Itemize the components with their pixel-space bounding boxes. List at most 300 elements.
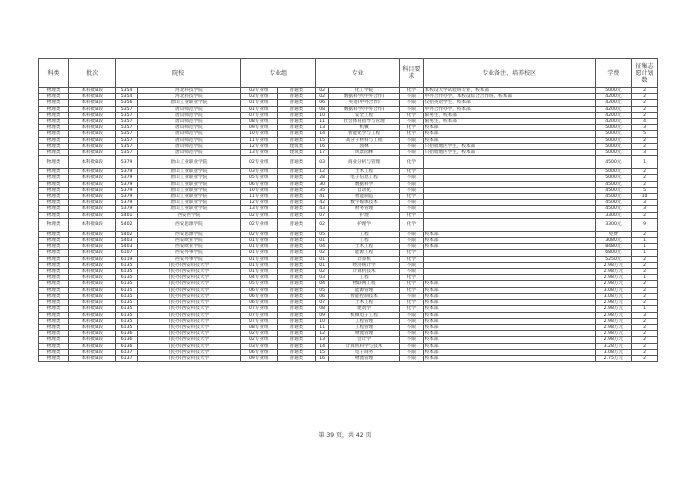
cell-group: 13专业组: [241, 150, 278, 156]
cell-subject: 物理类: [39, 318, 69, 324]
cell-college-name: 唐山师范学院: [137, 150, 240, 156]
cell-group-type: 普通类: [277, 349, 316, 355]
cell-college-name: 西安思源学院: [137, 231, 240, 237]
cell-college-name: 河北科技学院: [137, 94, 240, 100]
cell-major-code: 06: [316, 293, 329, 299]
cell-college-code: 5379: [116, 181, 137, 187]
cell-group: 02专业组: [241, 218, 278, 231]
cell-plan-count: 5: [632, 131, 658, 137]
cell-group: 06专业组: [241, 181, 278, 187]
cell-college-code: 5401: [116, 212, 137, 218]
cell-group-type: 普通类: [277, 119, 316, 125]
cell-major-name: 能源工程: [329, 250, 400, 256]
cell-group-type: 普通类: [277, 312, 316, 318]
cell-college-name: (民办)西安科技大学: [137, 306, 240, 312]
cell-subject: 物理类: [39, 181, 69, 187]
cell-group: 02专业组: [241, 231, 278, 237]
cell-subject: 物理类: [39, 218, 69, 231]
header-subject-requirement: 科目要求: [400, 59, 424, 88]
cell-group-type: 普通类: [277, 187, 316, 193]
cell-major-code: 12: [316, 169, 329, 175]
cell-plan-count: 1: [632, 238, 658, 244]
cell-tuition: 2.98万元: [595, 300, 632, 306]
cell-notes: 校本部: [423, 349, 595, 355]
cell-major-code: 35: [316, 187, 329, 193]
cell-notes: 校本部: [423, 125, 595, 131]
cell-requirement: 不限: [400, 262, 424, 268]
cell-batch: 本科批B段: [69, 106, 116, 112]
cell-batch: 本科批B段: [69, 238, 116, 244]
cell-plan-count: 2: [632, 293, 658, 299]
cell-batch: 本科批B段: [69, 250, 116, 256]
cell-major-name: 社会体育指导与管理: [329, 119, 400, 125]
cell-college-name: 唐山师范学院: [137, 125, 240, 131]
cell-plan-count: 2: [632, 324, 658, 330]
cell-batch: 本科批B段: [69, 169, 116, 175]
cell-major-code: 10: [316, 318, 329, 324]
cell-college-code: 5357: [116, 125, 137, 131]
cell-major-name: 风景园林: [329, 150, 400, 156]
cell-requirement: 不限: [400, 238, 424, 244]
cell-group: 07专业组: [241, 318, 278, 324]
cell-plan-count: 2: [632, 181, 658, 187]
cell-major-code: 17: [316, 150, 329, 156]
cell-tuition: 5000元: [595, 131, 632, 137]
cell-major-code: 02: [316, 218, 329, 231]
cell-group-type: 普通类: [277, 156, 316, 169]
cell-batch: 本科批B段: [69, 150, 116, 156]
cell-tuition: 3.08万元: [595, 293, 632, 299]
cell-major-name: 计算机: [329, 256, 400, 262]
cell-group: 04专业组: [241, 275, 278, 281]
cell-batch: 本科批B段: [69, 312, 116, 318]
cell-major-code: 12: [316, 331, 329, 337]
cell-tuition: 2.98万元: [595, 324, 632, 330]
cell-tuition: 5000元: [595, 169, 632, 175]
cell-group: 01专业组: [241, 238, 278, 244]
cell-tuition: 5000元: [595, 175, 632, 181]
cell-notes: 中外合作办学，本校设综合合作班，校本部: [423, 94, 595, 100]
cell-major-code: 01: [316, 238, 329, 244]
header-batch: 批次: [69, 59, 116, 88]
header-tuition: 学费: [595, 59, 632, 88]
cell-major-code: 11: [316, 119, 329, 125]
cell-group: 03专业组: [241, 94, 278, 100]
cell-group: 02专业组: [241, 212, 278, 218]
cell-group-type: 普通类: [277, 112, 316, 118]
cell-major-name: 高分子材料与工程: [329, 137, 400, 143]
cell-notes: 校本部: [423, 287, 595, 293]
cell-plan-count: 1: [632, 306, 658, 312]
cell-requirement: 不限: [400, 150, 424, 156]
cell-college-name: 唐山师范学院: [137, 143, 240, 149]
cell-subject: 物理类: [39, 131, 69, 137]
cell-group: 07专业组: [241, 306, 278, 312]
cell-subject: 物理类: [39, 88, 69, 94]
cell-group-type: 普通类: [277, 125, 316, 131]
cell-batch: 本科批B段: [69, 306, 116, 312]
cell-major-code: 43: [316, 206, 329, 212]
cell-group-type: 普通类: [277, 275, 316, 281]
header-college: 院校: [116, 59, 241, 88]
cell-group: 03专业组: [241, 169, 278, 175]
cell-plan-count: 2: [632, 112, 658, 118]
cell-group-type: 普通类: [277, 94, 316, 100]
cell-major-code: 06: [316, 100, 329, 106]
cell-major-code: 02: [316, 88, 329, 94]
cell-major-name: 电子信息工程: [329, 175, 400, 181]
cell-requirement: 不限: [400, 100, 424, 106]
cell-group-type: 普通类: [277, 169, 316, 175]
cell-subject: 物理类: [39, 212, 69, 218]
cell-subject: 物理类: [39, 306, 69, 312]
cell-notes: 中外合作办学，校本部: [423, 106, 595, 112]
cell-notes: 校本部: [423, 331, 595, 337]
cell-tuition: 5000元: [595, 137, 632, 143]
cell-major-name: 电子商务: [329, 349, 400, 355]
cell-major-name: 建筑学: [329, 306, 400, 312]
cell-notes: 校本部: [423, 306, 595, 312]
cell-college-code: 6135: [116, 300, 137, 306]
cell-batch: 本科批B段: [69, 355, 116, 361]
cell-group-type: 普通类: [277, 244, 316, 250]
cell-college-name: (民办)西安科技大学: [137, 281, 240, 287]
cell-batch: 本科批B段: [69, 269, 116, 275]
cell-notes: [423, 156, 595, 169]
cell-tuition: 2.98万元: [595, 269, 632, 275]
cell-college-code: 6135: [116, 293, 137, 299]
cell-tuition: 4200元: [595, 100, 632, 106]
cell-requirement: 不限: [400, 312, 424, 318]
cell-group: 02专业组: [241, 156, 278, 169]
cell-college-name: (民办)西安科技大学: [137, 293, 240, 299]
cell-requirement: 化学: [400, 88, 424, 94]
cell-group: 08专业组: [241, 119, 278, 125]
cell-group-type: 普通类: [277, 262, 316, 268]
cell-group-type: 普通类: [277, 137, 316, 143]
cell-college-name: (民办)西安科技大学: [137, 318, 240, 324]
cell-requirement: 不限: [400, 244, 424, 250]
cell-college-code: 6135: [116, 287, 137, 293]
cell-college-name: 唐山工业职业学院: [137, 181, 240, 187]
cell-major-name: 智能控制技术: [329, 293, 400, 299]
cell-requirement: 不限: [400, 119, 424, 125]
cell-major-code: 41: [316, 194, 329, 200]
cell-group-type: 普通类: [277, 218, 316, 231]
cell-group: 07专业组: [241, 312, 278, 318]
cell-notes: 校本部: [423, 231, 595, 237]
cell-batch: 本科批B段: [69, 337, 116, 343]
header-plan-count: 征集志愿计划数: [632, 59, 658, 88]
cell-group-type: 普通类: [277, 355, 316, 361]
cell-tuition: 4500元: [595, 181, 632, 187]
cell-college-name: (民办)西安科技大学: [137, 262, 240, 268]
cell-requirement: 不限: [400, 181, 424, 187]
cell-major-name: 土木工程: [329, 169, 400, 175]
cell-college-code: 6135: [116, 262, 137, 268]
cell-college-name: 唐山工业职业学院: [137, 187, 240, 193]
cell-college-name: 唐山工业职业学院: [137, 200, 240, 206]
cell-college-code: 6136: [116, 337, 137, 343]
cell-batch: 本科批B段: [69, 137, 116, 143]
cell-college-name: (民办)西安科技大学: [137, 287, 240, 293]
cell-requirement: 不限: [400, 331, 424, 337]
cell-group: 02专业组: [241, 331, 278, 337]
cell-plan-count: 3: [632, 200, 658, 206]
cell-group-type: 普通类: [277, 287, 316, 293]
cell-college-code: 5379: [116, 194, 137, 200]
cell-major-code: 13: [316, 125, 329, 131]
cell-group: 01专业组: [241, 256, 278, 262]
cell-college-code: 5402: [116, 218, 137, 231]
cell-tuition: 2.98万元: [595, 306, 632, 312]
cell-major-code: 05: [316, 287, 329, 293]
cell-major-name: 物联网工程: [329, 281, 400, 287]
cell-group-type: 普通类: [277, 281, 316, 287]
cell-college-name: (民办)西安科技大学: [137, 349, 240, 355]
cell-plan-count: 2: [632, 100, 658, 106]
cell-tuition: 4500元: [595, 206, 632, 212]
cell-subject: 物理类: [39, 231, 69, 237]
cell-notes: 仅招英语学生，校本部: [423, 100, 595, 106]
cell-tuition: 2.98万元: [595, 281, 632, 287]
cell-major-code: 15: [316, 137, 329, 143]
cell-major-name: 工程管理: [329, 324, 400, 330]
cell-plan-count: 5: [632, 187, 658, 193]
cell-major-name: 护理: [329, 212, 400, 218]
cell-tuition: 4200元: [595, 94, 632, 100]
cell-requirement: 化学: [400, 281, 424, 287]
cell-college-code: 5357: [116, 143, 137, 149]
cell-plan-count: 2: [632, 349, 658, 355]
cell-college-name: (民办)西安科技大学: [137, 300, 240, 306]
header-subject: 科类: [39, 59, 69, 88]
cell-subject: 物理类: [39, 244, 69, 250]
cell-major-name: 智能制造: [329, 194, 400, 200]
cell-group: 08专业组: [241, 324, 278, 330]
cell-notes: 校本部: [423, 312, 595, 318]
cell-batch: 本科批B段: [69, 143, 116, 149]
cell-notes: 限男生，校本部: [423, 112, 595, 118]
table-body: [39, 88, 658, 362]
cell-major-name: 机械电子工程: [329, 312, 400, 318]
cell-major-name: 安全工程: [329, 112, 400, 118]
cell-batch: 本科批B段: [69, 275, 116, 281]
cell-tuition: 4200元: [595, 119, 632, 125]
cell-group: 06专业组: [241, 300, 278, 306]
cell-major-name: 计算机科学与技术: [329, 343, 400, 349]
cell-group-type: 普通类: [277, 293, 316, 299]
cell-major-code: 30: [316, 181, 329, 187]
cell-group: 06专业组: [241, 287, 278, 293]
cell-tuition: 5000元: [595, 150, 632, 156]
cell-tuition: 3300元: [595, 212, 632, 218]
cell-plan-count: 2: [632, 231, 658, 237]
cell-group: 12专业组: [241, 143, 278, 149]
cell-college-code: 5379: [116, 169, 137, 175]
cell-requirement: 化学: [400, 112, 424, 118]
cell-group: 07专业组: [241, 112, 278, 118]
cell-group: 11专业组: [241, 137, 278, 143]
cell-batch: 本科批B段: [69, 293, 116, 299]
cell-plan-count: 2: [632, 287, 658, 293]
cell-batch: 本科批B段: [69, 231, 116, 237]
cell-college-name: (民办)西安科技大学: [137, 355, 240, 361]
cell-college-name: (民办)西安科技大学: [137, 337, 240, 343]
cell-notes: 只招收地区学生，校本部: [423, 143, 595, 149]
cell-requirement: 化学: [400, 169, 424, 175]
cell-college-code: 5356: [116, 100, 137, 106]
cell-tuition: 3080元: [595, 238, 632, 244]
cell-notes: 校本部: [423, 281, 595, 287]
cell-plan-count: 9: [632, 218, 658, 231]
cell-plan-count: 2: [632, 343, 658, 349]
cell-college-name: 唐山师范学院: [137, 119, 240, 125]
cell-batch: 本科批B段: [69, 331, 116, 337]
cell-college-name: 唐山师范学院: [137, 106, 240, 112]
cell-major-code: 02: [316, 94, 329, 100]
cell-notes: 校本部: [423, 293, 595, 299]
cell-batch: 本科批B段: [69, 281, 116, 287]
cell-batch: 本科批B段: [69, 287, 116, 293]
cell-plan-count: 2: [632, 256, 658, 262]
cell-major-code: 10: [316, 112, 329, 118]
cell-group-type: 普通类: [277, 343, 316, 349]
cell-group: 13专业组: [241, 206, 278, 212]
cell-batch: 本科批B段: [69, 119, 116, 125]
cell-plan-count: 3: [632, 312, 658, 318]
cell-college-code: 5354: [116, 94, 137, 100]
cell-tuition: 2.98万元: [595, 337, 632, 343]
cell-subject: 物理类: [39, 169, 69, 175]
cell-tuition: 免费: [595, 231, 632, 237]
cell-plan-count: 3: [632, 206, 658, 212]
page-footer: 第 39 页，共 42 页: [318, 432, 372, 439]
cell-requirement: 化学: [400, 212, 424, 218]
cell-requirement: 化学: [400, 250, 424, 256]
cell-group: 09专业组: [241, 355, 278, 361]
cell-notes: 只招收地区学生，校本部: [423, 150, 595, 156]
cell-major-name: 数据科学(中外合作): [329, 106, 400, 112]
cell-group: 06专业组: [241, 293, 278, 299]
cell-major-name: 经济统计学: [329, 262, 400, 268]
cell-college-name: 唐山师范学院: [137, 112, 240, 118]
cell-subject: 物理类: [39, 187, 69, 193]
cell-plan-count: 2: [632, 337, 658, 343]
cell-requirement: 不限: [400, 94, 424, 100]
header-major: 专业: [316, 59, 400, 88]
cell-requirement: 化学: [400, 131, 424, 137]
cell-batch: 本科批B段: [69, 194, 116, 200]
cell-requirement: 化学: [400, 306, 424, 312]
cell-major-code: 01: [316, 262, 329, 268]
cell-major-name: 工程: [329, 275, 400, 281]
cell-major-code: 42: [316, 200, 329, 206]
cell-tuition: 4200元: [595, 112, 632, 118]
table-header-row: [39, 59, 658, 88]
cell-batch: 本科批B段: [69, 112, 116, 118]
cell-major-name: 会计学: [329, 337, 400, 343]
cell-major-code: 28: [316, 175, 329, 181]
cell-subject: 物理类: [39, 337, 69, 343]
cell-college-code: 5403: [116, 244, 137, 250]
cell-subject: 物理类: [39, 349, 69, 355]
cell-college-name: (民办)西安科技大学: [137, 324, 240, 330]
cell-notes: 校本部: [423, 337, 595, 343]
cell-batch: 本科批B段: [69, 256, 116, 262]
cell-notes: 校本部: [423, 238, 595, 244]
cell-major-name: 园林: [329, 143, 400, 149]
cell-tuition: 2.98万元: [595, 262, 632, 268]
cell-tuition: 2.75万元: [595, 355, 632, 361]
cell-batch: 本科批B段: [69, 349, 116, 355]
cell-requirement: 不限: [400, 293, 424, 299]
cell-major-code: 05: [316, 231, 329, 237]
cell-batch: 本科批B段: [69, 300, 116, 306]
cell-group: 01专业组: [241, 269, 278, 275]
cell-plan-count: 2: [632, 175, 658, 181]
cell-college-name: 唐山师范学院: [137, 137, 240, 143]
cell-college-code: 5357: [116, 150, 137, 156]
document-page: [38, 58, 658, 362]
cell-subject: 物理类: [39, 269, 69, 275]
cell-subject: 物理类: [39, 119, 69, 125]
cell-requirement: 化学: [400, 156, 424, 169]
cell-plan-count: 1: [632, 250, 658, 256]
cell-notes: 校本部: [423, 318, 595, 324]
cell-college-code: 5357: [116, 106, 137, 112]
cell-college-code: 5357: [116, 137, 137, 143]
cell-subject: 物理类: [39, 331, 69, 337]
cell-requirement: 不限: [400, 231, 424, 237]
cell-group-type: 普通类: [277, 269, 316, 275]
cell-tuition: 3.08万元: [595, 287, 632, 293]
cell-requirement: 化学: [400, 125, 424, 131]
cell-subject: 物理类: [39, 150, 69, 156]
cell-batch: 本科批B段: [69, 175, 116, 181]
cell-college-code: 6135: [116, 312, 137, 318]
cell-batch: 本科批B段: [69, 94, 116, 100]
cell-group-type: 普通类: [277, 181, 316, 187]
cell-requirement: 不限: [400, 206, 424, 212]
cell-college-code: 6119: [116, 256, 137, 262]
cell-college-name: (民办)西安科技大学: [137, 331, 240, 337]
cell-plan-count: 2: [632, 262, 658, 268]
cell-subject: 物理类: [39, 256, 69, 262]
cell-group-type: 普通类: [277, 306, 316, 312]
cell-notes: 校本部: [423, 324, 595, 330]
cell-notes: 校本部: [423, 137, 595, 143]
cell-batch: 本科批B段: [69, 181, 116, 187]
cell-college-code: 6135: [116, 324, 137, 330]
cell-plan-count: 1: [632, 244, 658, 250]
cell-college-code: 5357: [116, 112, 137, 118]
cell-major-name: 数字媒体技术: [329, 200, 400, 206]
cell-major-name: 化工学院: [329, 88, 400, 94]
cell-group: 12专业组: [241, 200, 278, 206]
cell-major-code: 16: [316, 355, 329, 361]
cell-plan-count: 2: [632, 137, 658, 143]
cell-plan-count: 2: [632, 143, 658, 149]
cell-major-code: 16: [316, 143, 329, 149]
cell-major-name: 商业分析与管理: [329, 156, 400, 169]
cell-subject: 物理类: [39, 343, 69, 349]
cell-tuition: 2.98万元: [595, 312, 632, 318]
cell-major-name: 数据科学(中外合作): [329, 94, 400, 100]
cell-major-name: 土木工程: [329, 300, 400, 306]
cell-college-code: 6135: [116, 275, 137, 281]
cell-group-type: 建筑类: [277, 143, 316, 149]
